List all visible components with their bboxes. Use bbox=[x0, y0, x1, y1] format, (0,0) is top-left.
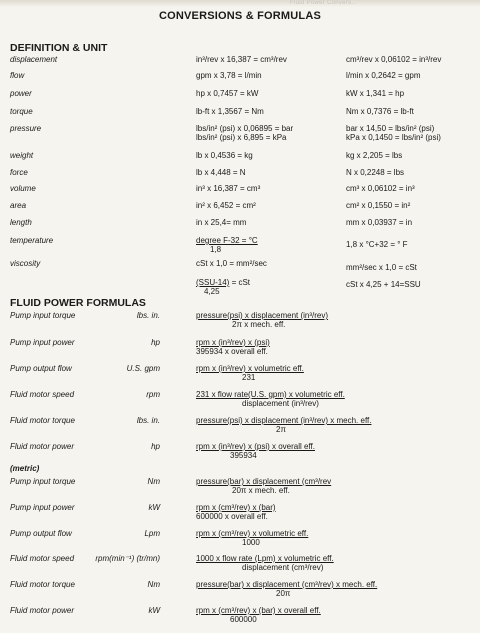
fp-denominator: 231 bbox=[242, 373, 256, 382]
def-inverse: mm²/sec x 1,0 = cSt bbox=[346, 263, 417, 272]
def-formula-numerator: degree F-32 = °C bbox=[196, 236, 258, 245]
def-label: power bbox=[10, 89, 32, 98]
fp-unit: Nm bbox=[147, 580, 160, 589]
def-label: displacement bbox=[10, 55, 58, 64]
fp-denominator: 2π bbox=[276, 425, 286, 434]
fp-formula bbox=[196, 416, 371, 434]
def-inverse bbox=[346, 124, 441, 142]
fp-numerator: pressure(bar) x displacement (cm³/rev bbox=[196, 477, 332, 486]
def-inverse: kW x 1,341 = hp bbox=[346, 89, 405, 98]
fp-numerator: pressure(psi) x displacement (in³/rev) x mech. eff. bbox=[196, 416, 372, 425]
fp-label: Fluid motor speed bbox=[10, 554, 75, 563]
fp-label: Pump input torque bbox=[10, 477, 76, 486]
fp-formula bbox=[196, 580, 377, 598]
fp-numerator: rpm x (cm³/rev) x volumetric eff. bbox=[196, 529, 309, 538]
fp-denominator: 1000 bbox=[242, 538, 260, 547]
fp-numerator: rpm x (in³/rev) x volumetric eff. bbox=[196, 364, 304, 373]
fp-numerator: 1000 x flow rate (Lpm) x volumetric eff. bbox=[196, 554, 334, 563]
ssu-formula bbox=[196, 278, 250, 296]
fp-formula bbox=[196, 477, 331, 495]
fp-label: Pump output flow bbox=[10, 364, 72, 373]
def-inverse: cm³ x 0,06102 = in³ bbox=[346, 184, 415, 193]
fp-denominator: 20π bbox=[276, 589, 291, 598]
fp-label: Pump output flow bbox=[10, 529, 72, 538]
bleed-through-text: Fluid Power Convers... bbox=[290, 0, 358, 6]
fluid-power-heading: FLUID POWER FORMULAS bbox=[10, 297, 146, 309]
def-formula-line1: lbs/in² (psi) x 0,06895 = bar bbox=[196, 124, 294, 133]
def-inverse-line1: bar x 14,50 = lbs/in² (psi) bbox=[346, 124, 435, 133]
def-label: area bbox=[10, 201, 27, 210]
fp-label: Pump input torque bbox=[10, 311, 76, 320]
metric-label: (metric) bbox=[10, 464, 40, 473]
ssu-inverse: cSt x 4,25 + 14=SSU bbox=[346, 280, 421, 289]
def-formula: hp x 0,7457 = kW bbox=[196, 89, 259, 98]
fp-unit: Lpm bbox=[144, 529, 160, 538]
fp-formula bbox=[196, 338, 270, 356]
fp-formula bbox=[196, 442, 315, 460]
fp-denominator: displacement (in³/rev) bbox=[242, 399, 319, 408]
fp-formula bbox=[196, 390, 345, 408]
fp-unit: U.S. gpm bbox=[126, 364, 160, 373]
fp-denominator: 600000 bbox=[230, 615, 257, 624]
fp-formula bbox=[196, 606, 321, 624]
def-formula-line2: lbs/in² (psi) x 6,895 = kPa bbox=[196, 133, 287, 142]
ssu-numerator: (SSU-14) bbox=[196, 278, 230, 287]
def-formula: lb x 4,448 = N bbox=[196, 168, 246, 177]
fp-label: Pump input power bbox=[10, 503, 75, 512]
fp-formula bbox=[196, 364, 304, 382]
fp-unit: lbs. in. bbox=[136, 416, 160, 425]
fp-label: Fluid motor power bbox=[10, 442, 75, 451]
fp-numerator: pressure(psi) x displacement (in³/rev) bbox=[196, 311, 329, 320]
fp-numerator: rpm x (cm³/rev) x (bar) bbox=[196, 503, 276, 512]
fp-unit: rpm(min⁻¹) (tr/mn) bbox=[95, 554, 160, 563]
def-formula: gpm x 3,78 = l/min bbox=[196, 71, 262, 80]
fp-numerator: pressure(bar) x displacement (cm³/rev) x mech. eff. bbox=[196, 580, 378, 589]
fp-numerator: 231 x flow rate(U.S. gpm) x volumetric eff. bbox=[196, 390, 345, 399]
def-inverse: N x 0,2248 = lbs bbox=[346, 168, 405, 177]
fp-denominator: displacement (cm³/rev) bbox=[242, 563, 324, 572]
fp-denominator: 395934 x overall eff. bbox=[196, 347, 268, 356]
def-inverse: mm x 0,03937 = in bbox=[346, 218, 413, 227]
def-formula bbox=[196, 236, 258, 254]
def-inverse: kg x 2,205 = lbs bbox=[346, 151, 403, 160]
def-inverse: Nm x 0,7376 = lb-ft bbox=[346, 107, 414, 116]
ssu-numerator-line bbox=[196, 278, 250, 287]
fp-label: Fluid motor torque bbox=[10, 416, 75, 425]
def-label: force bbox=[10, 168, 28, 177]
def-label: torque bbox=[10, 107, 33, 116]
fp-unit: hp bbox=[151, 442, 160, 451]
def-inverse-line2: kPa x 0,1450 = lbs/in² (psi) bbox=[346, 133, 441, 142]
def-formula bbox=[196, 124, 293, 142]
fp-formula bbox=[196, 503, 276, 521]
def-formula: in³/rev x 16,387 = cm³/rev bbox=[196, 55, 287, 64]
fp-label: Pump input power bbox=[10, 338, 75, 347]
fp-label: Fluid motor speed bbox=[10, 390, 75, 399]
def-label: pressure bbox=[10, 124, 42, 133]
ssu-equals: = cSt bbox=[229, 278, 251, 287]
def-inverse: 1,8 x °C+32 = ° F bbox=[346, 240, 408, 249]
fp-unit: kW bbox=[148, 606, 160, 615]
def-label: length bbox=[10, 218, 32, 227]
def-label: volume bbox=[10, 184, 36, 193]
def-label: temperature bbox=[10, 236, 54, 245]
def-inverse: cm³/rev x 0,06102 = in³/rev bbox=[346, 55, 442, 64]
def-formula: lb-ft x 1,3567 = Nm bbox=[196, 107, 264, 116]
def-formula: in³ x 16,387 = cm³ bbox=[196, 184, 261, 193]
def-formula: lb x 0,4536 = kg bbox=[196, 151, 253, 160]
fp-label: Fluid motor torque bbox=[10, 580, 75, 589]
fp-numerator: rpm x (in³/rev) x (psi) bbox=[196, 338, 270, 347]
fp-unit: rpm bbox=[146, 390, 160, 399]
def-formula: in x 25,4= mm bbox=[196, 218, 247, 227]
ssu-denominator: 4,25 bbox=[204, 287, 220, 296]
def-label: weight bbox=[10, 151, 34, 160]
fp-label: Fluid motor power bbox=[10, 606, 75, 615]
fp-formula bbox=[196, 529, 308, 547]
definition-heading: DEFINITION & UNIT bbox=[10, 42, 108, 54]
fp-unit: hp bbox=[151, 338, 160, 347]
fp-denominator: 2π x mech. eff. bbox=[232, 320, 286, 329]
def-label: flow bbox=[10, 71, 25, 80]
def-formula-denominator: 1,8 bbox=[210, 245, 222, 254]
fp-numerator: rpm x (cm³/rev) x (bar) x overall eff. bbox=[196, 606, 321, 615]
fp-unit: Nm bbox=[147, 477, 160, 486]
page-title: CONVERSIONS & FORMULAS bbox=[158, 10, 322, 22]
fp-denominator: 600000 x overall eff. bbox=[196, 512, 268, 521]
fp-formula bbox=[196, 311, 328, 329]
fp-unit: lbs. in. bbox=[136, 311, 160, 320]
def-inverse: l/min x 0,2642 = gpm bbox=[346, 71, 421, 80]
fp-denominator: 395934 bbox=[230, 451, 257, 460]
def-formula: cSt x 1,0 = mm²/sec bbox=[196, 259, 267, 268]
fp-unit: kW bbox=[148, 503, 160, 512]
def-label: viscosity bbox=[10, 259, 41, 268]
def-inverse: cm² x 0,1550 = in² bbox=[346, 201, 411, 210]
scan-top-edge bbox=[0, 0, 480, 7]
fp-numerator: rpm x (in³/rev) x (psi) x overall eff. bbox=[196, 442, 315, 451]
fp-denominator: 20π x mech. eff. bbox=[232, 486, 290, 495]
def-formula: in² x 6,452 = cm² bbox=[196, 201, 256, 210]
fp-formula bbox=[196, 554, 334, 572]
